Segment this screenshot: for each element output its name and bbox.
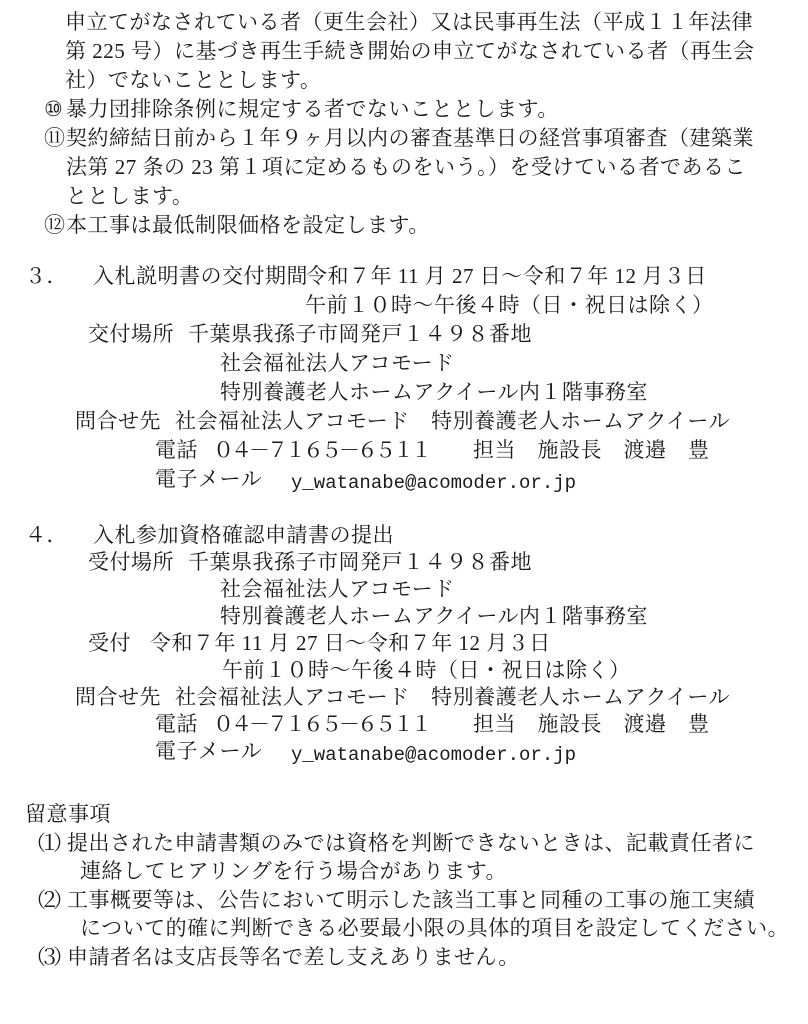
section-3-contact-label: 問合せ先: [75, 409, 161, 433]
item-11-line-1: 契約締結日前から１年９ヶ月以内の審査基準日の経営事項審査（建築業: [66, 126, 754, 150]
section-4-place-address: 千葉県我孫子市岡発戸１４９８番地: [188, 550, 532, 574]
section-4-place-organization: 社会福祉法人アコモード: [220, 577, 455, 601]
item-10-marker: ⑩: [44, 97, 63, 121]
item-9-continuation-line-1: 申立てがなされている者（更生会社）又は民事再生法（平成１１年法律: [65, 10, 753, 34]
section-4-hours: 午前１０時～午後４時（日・祝日は除く）: [222, 658, 631, 682]
section-4-tel-person: 担当 施設長 渡邉 豊: [473, 712, 710, 736]
section-3-tel-label: 電話: [155, 438, 198, 462]
note-2-line-2: について的確に判断できる必要最小限の具体的項目を設定してください。: [80, 916, 790, 940]
section-4-email-address: y_watanabe@acomoder.or.jp: [291, 744, 577, 766]
section-4-contact-label: 問合せ先: [75, 685, 161, 709]
section-4-place-label: 受付場所: [88, 550, 174, 574]
section-3-number: ３．: [25, 264, 68, 288]
item-12-marker: ⑫: [44, 213, 65, 237]
note-2-line-1: 工事概要等は、公告において明示した該当工事と同種の工事の施工実績: [67, 888, 755, 912]
section-3-hours: 午前１０時～午後４時（日・祝日は除く）: [305, 293, 714, 317]
item-12-text: 本工事は最低制限価格を設定します。: [66, 213, 430, 237]
section-4-tel-number: ０４－７１６５－６５１１: [213, 712, 429, 736]
section-3-period: 令和７年 11 月 27 日～令和７年 12 月３日: [306, 264, 707, 288]
section-3-place-organization: 社会福祉法人アコモード: [220, 351, 455, 375]
item-11-line-3: ととします。: [66, 184, 194, 208]
item-11-marker: ⑪: [44, 126, 65, 150]
section-4-number: ４．: [25, 523, 68, 547]
item-9-continuation-line-2: 第 225 号）に基づき再生手続き開始の申立てがなされている者（再生会: [65, 39, 755, 63]
section-3-place-label: 交付場所: [88, 322, 174, 346]
note-1-line-2: 連絡してヒアリングを行う場合があります。: [80, 859, 508, 883]
section-3-tel-person: 担当 施設長 渡邉 豊: [473, 438, 710, 462]
note-3-line-1: 申請者名は支店長等名で差し支えありません。: [67, 945, 520, 969]
section-3-tel-number: ０４－７１６５－６５１１: [213, 438, 429, 462]
note-3-marker: （３）: [25, 945, 67, 969]
section-4-email-label: 電子メール: [155, 739, 263, 763]
note-1-marker: （１）: [25, 831, 67, 855]
section-4-reception-period: 令和７年 11 月 27 日～令和７年 12 月３日: [150, 631, 551, 655]
section-3-title: 入札説明書の交付期間: [93, 264, 308, 288]
section-3-contact-value: 社会福祉法人アコモード 特別養護老人ホームアクイール: [175, 409, 731, 433]
item-9-continuation-line-3: 社）でないこととします。: [65, 68, 322, 92]
section-3-email-address: y_watanabe@acomoder.or.jp: [291, 472, 577, 494]
section-3-email-label: 電子メール: [155, 467, 263, 491]
section-4-place-office: 特別養護老人ホームアクイール内１階事務室: [220, 604, 648, 628]
section-4-tel-label: 電話: [155, 712, 198, 736]
notes-heading: 留意事項: [25, 802, 111, 826]
section-4-contact-value: 社会福祉法人アコモード 特別養護老人ホームアクイール: [175, 685, 731, 709]
note-1-line-1: 提出された申請書類のみでは資格を判断できないときは、記載責任者に: [67, 831, 755, 855]
section-4-title: 入札参加資格確認申請書の提出: [93, 523, 394, 547]
item-11-line-2: 法第 27 条の 23 第１項に定めるものをいう。）を受けている者であるこ: [66, 155, 746, 179]
section-3-place-address: 千葉県我孫子市岡発戸１４９８番地: [188, 322, 532, 346]
note-2-marker: （２）: [25, 888, 67, 912]
section-3-place-office: 特別養護老人ホームアクイール内１階事務室: [220, 380, 648, 404]
section-4-reception-label: 受付: [88, 631, 131, 655]
item-10-text: 暴力団排除条例に規定する者でないこととします。: [66, 97, 559, 121]
